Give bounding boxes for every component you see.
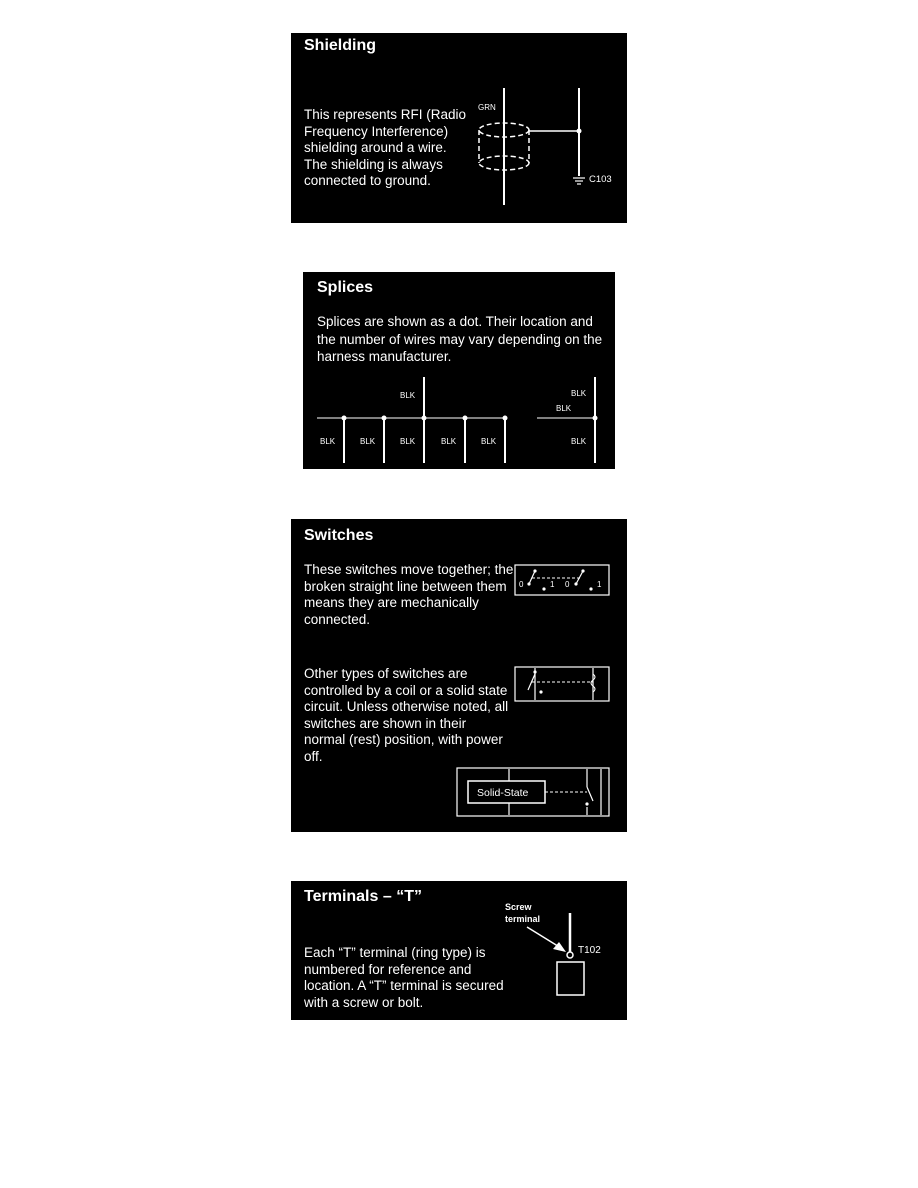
screw-terminal-label-line1: Screw <box>505 902 532 912</box>
splice-right-label-top: BLK <box>571 389 587 398</box>
switches-title: Switches <box>304 527 374 544</box>
splice-drop-5 <box>503 416 508 464</box>
switch-b-pos-1: 1 <box>597 580 602 589</box>
switches-description-ganged: These switches move together; the broken straight line between them means they are mechanically connected. <box>304 562 514 627</box>
solid-state-switch-diagram <box>457 768 609 816</box>
switches-diagrams <box>291 519 627 832</box>
splice-label-1: BLK <box>320 437 336 446</box>
ganged-switch-diagram <box>515 565 609 595</box>
splice-drop-1 <box>342 416 347 464</box>
splice-label-5: BLK <box>481 437 497 446</box>
solid-state-label: Solid-State <box>477 787 529 799</box>
shielding-panel <box>291 33 627 223</box>
switch-a-pos-0: 0 <box>519 580 524 589</box>
splices-diagram <box>303 272 615 469</box>
grn-wire-label: GRN <box>478 103 496 112</box>
splice-drop-3 <box>422 416 427 464</box>
splice-label-4: BLK <box>441 437 457 446</box>
splice-label-2: BLK <box>360 437 376 446</box>
shielding-description: This represents RFI (Radio Frequency Interference) shielding around a wire. The shielding is always connected to ground. <box>304 107 467 188</box>
terminals-title: Terminals – “T” <box>304 888 422 905</box>
splices-panel <box>303 272 615 469</box>
screw-terminal-label-line2: terminal <box>505 914 541 924</box>
terminals-panel <box>291 881 627 1020</box>
splices-title: Splices <box>317 279 374 296</box>
splice-label-top: BLK <box>400 391 416 400</box>
shielding-diagram <box>291 33 627 223</box>
switches-panel <box>291 519 627 832</box>
switches-description-types: Other types of switches are controlled by a coil or a solid state circuit. Unless otherwise noted, all switches are shown in their normal (rest) position, with power off. <box>304 666 509 764</box>
switch-b-pos-0: 0 <box>565 580 570 589</box>
splice-dot <box>577 129 582 134</box>
splice-label-3: BLK <box>400 437 416 446</box>
switch-a-pos-1: 1 <box>550 580 555 589</box>
ground-id-label: C103 <box>589 174 612 185</box>
coil-switch-diagram <box>515 667 609 701</box>
splices-description: Splices are shown as a dot. Their location and the number of wires may vary depending on the harness manufacturer. <box>317 314 603 364</box>
terminal-component-box <box>557 962 584 995</box>
splice-drop-2 <box>382 416 387 464</box>
terminals-description: Each “T” terminal (ring type) is numbered for reference and location. A “T” terminal is secured with a screw or bolt. <box>304 945 504 1010</box>
shielding-title: Shielding <box>304 37 376 54</box>
splice-drop-4 <box>463 416 468 464</box>
terminals-diagram <box>291 881 627 1020</box>
splice-right-label-branch: BLK <box>556 404 572 413</box>
ring-terminal-icon <box>567 952 573 958</box>
splice-right-label-bottom: BLK <box>571 437 587 446</box>
ground-icon <box>573 178 585 184</box>
splice-right-dot <box>593 416 598 421</box>
terminal-id-label: T102 <box>578 945 601 956</box>
pointer-arrow-icon <box>527 927 566 952</box>
